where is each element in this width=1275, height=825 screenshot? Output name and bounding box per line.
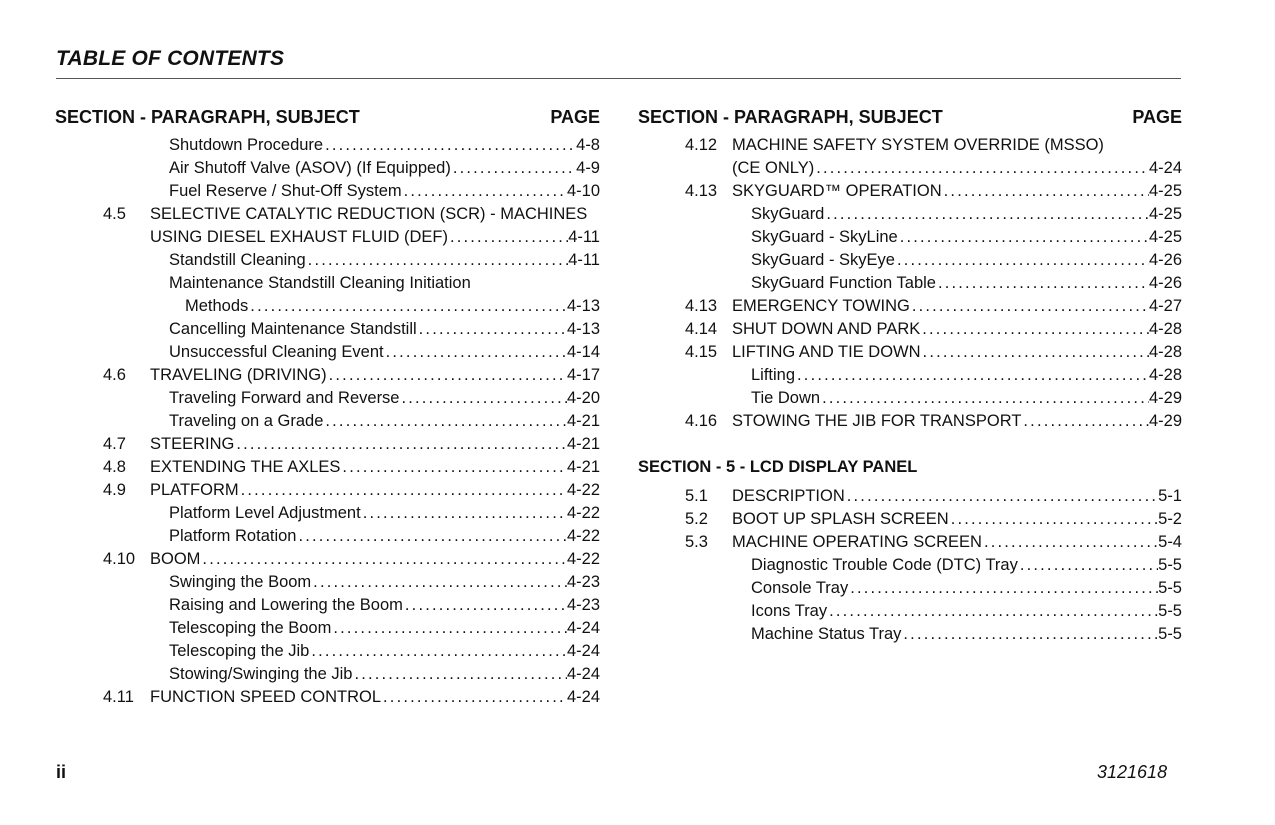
toc-entry[interactable] <box>638 623 1182 646</box>
dot-leader <box>384 341 567 364</box>
toc-entry[interactable] <box>55 249 600 272</box>
toc-entry-page: 4-23 <box>566 596 600 614</box>
toc-entries-right <box>638 134 1182 433</box>
toc-entry-title: Telescoping the Jib <box>169 642 310 660</box>
toc-entry-title: BOOM <box>150 550 201 568</box>
toc-entry-title: USING DIESEL EXHAUST FLUID (DEF) <box>150 228 448 246</box>
toc-entry-page: 4-24 <box>1148 159 1182 177</box>
toc-entry-page: 4-27 <box>1148 297 1182 315</box>
toc-entry-title: SELECTIVE CATALYTIC REDUCTION (SCR) - MACHINES <box>150 205 588 223</box>
toc-entry-page: 4-11 <box>568 228 600 246</box>
dot-leader <box>403 594 567 617</box>
toc-entry-title: Traveling Forward and Reverse <box>169 389 400 407</box>
document-number: 3121618 <box>1097 762 1168 782</box>
toc-entry[interactable] <box>638 531 1182 554</box>
toc-entry-title: Telescoping the Boom <box>169 619 332 637</box>
toc-entry-title: FUNCTION SPEED CONTROL <box>150 688 382 706</box>
dot-leader <box>920 318 1149 341</box>
toc-entry-page: 4-29 <box>1148 389 1182 407</box>
toc-entry-title: Machine Status Tray <box>751 625 902 643</box>
toc-entry[interactable] <box>638 318 1182 341</box>
toc-entry-page: 4-21 <box>566 435 600 453</box>
toc-entry-page: 4-26 <box>1148 251 1182 269</box>
toc-entry[interactable] <box>55 226 600 249</box>
toc-entry-page: 4-13 <box>566 320 600 338</box>
dot-leader <box>311 571 567 594</box>
dot-leader <box>921 341 1149 364</box>
section-5-title: SECTION - 5 - LCD DISPLAY PANEL <box>638 458 918 476</box>
toc-entry-title: TRAVELING (DRIVING) <box>150 366 327 384</box>
toc-entry-title: Raising and Lowering the Boom <box>169 596 403 614</box>
toc-entry-number: 4.16 <box>685 412 718 430</box>
toc-column-left <box>55 104 600 709</box>
dot-leader <box>898 226 1149 249</box>
dot-leader <box>824 203 1149 226</box>
toc-entry-page: 4-24 <box>566 665 600 683</box>
toc-entry-page: 4-20 <box>566 389 600 407</box>
toc-entry-page: 5-1 <box>1158 487 1182 505</box>
toc-entry[interactable] <box>55 364 600 387</box>
dot-leader <box>323 134 576 157</box>
toc-entry-number: 4.11 <box>103 688 134 706</box>
toc-entry-title: Swinging the Boom <box>169 573 312 591</box>
toc-entry-page: 4-22 <box>566 504 600 522</box>
dot-leader <box>901 623 1158 646</box>
dot-leader <box>949 508 1158 531</box>
toc-entry[interactable] <box>638 600 1182 623</box>
toc-entry-page: 4-10 <box>566 182 600 200</box>
toc-entry-title: PLATFORM <box>150 481 239 499</box>
toc-entry[interactable] <box>638 387 1182 410</box>
toc-entry-title: EXTENDING THE AXLES <box>150 458 341 476</box>
toc-entry-page: 4-28 <box>1148 366 1182 384</box>
toc-entry-title: Icons Tray <box>751 602 828 620</box>
toc-entry[interactable] <box>638 272 1182 295</box>
toc-entry[interactable] <box>55 640 600 663</box>
toc-entry-page: 4-24 <box>566 642 600 660</box>
toc-entry-title: DESCRIPTION <box>732 487 845 505</box>
toc-entry[interactable] <box>638 508 1182 531</box>
dot-leader <box>309 640 567 663</box>
toc-entry-title: Stowing/Swinging the Jib <box>169 665 353 683</box>
toc-entry-number: 5.2 <box>685 510 708 528</box>
page-header <box>56 44 1181 79</box>
toc-entry-page: 5-5 <box>1158 602 1182 620</box>
toc-entry-number: 4.6 <box>103 366 126 384</box>
toc-entry-page: 4-22 <box>566 527 600 545</box>
toc-entry-title: Maintenance Standstill Cleaning Initiation <box>169 274 471 292</box>
toc-entry-page: 4-22 <box>566 481 600 499</box>
toc-entry[interactable] <box>638 203 1182 226</box>
toc-entry[interactable] <box>55 525 600 548</box>
toc-entry-page: 4-29 <box>1148 412 1182 430</box>
toc-entry[interactable] <box>55 686 600 709</box>
toc-entry-page: 4-21 <box>566 458 600 476</box>
page-number: ii <box>56 762 67 782</box>
toc-entry[interactable] <box>55 456 600 479</box>
dot-leader <box>327 364 567 387</box>
toc-entry-number: 4.7 <box>103 435 126 453</box>
dot-leader <box>1018 554 1158 577</box>
toc-entry[interactable] <box>638 485 1182 508</box>
toc-entry-page: 5-5 <box>1158 579 1182 597</box>
toc-entry[interactable] <box>55 594 600 617</box>
toc-entry-number: 5.1 <box>685 487 708 505</box>
dot-leader <box>323 410 567 433</box>
toc-entry[interactable] <box>55 295 600 318</box>
dot-leader <box>200 548 567 571</box>
toc-entry[interactable] <box>55 410 600 433</box>
toc-entry-page: 4-28 <box>1148 320 1182 338</box>
toc-entry-title: Lifting <box>751 366 796 384</box>
toc-entry-number: 4.15 <box>685 343 718 361</box>
dot-leader <box>234 433 567 456</box>
toc-entry-page: 4-23 <box>566 573 600 591</box>
toc-entry[interactable] <box>55 433 600 456</box>
toc-entry-number: 4.10 <box>103 550 136 568</box>
toc-entry-number: 4.9 <box>103 481 126 499</box>
dot-leader <box>306 249 569 272</box>
toc-entry-title: Traveling on a Grade <box>169 412 324 430</box>
dot-leader <box>417 318 567 341</box>
dot-leader <box>848 577 1158 600</box>
toc-entry-page: 4-25 <box>1148 228 1182 246</box>
toc-entry-page: 4-13 <box>566 297 600 315</box>
dot-leader <box>820 387 1149 410</box>
toc-entry-page: 5-2 <box>1158 510 1182 528</box>
toc-entry-title: Platform Rotation <box>169 527 297 545</box>
toc-entry[interactable] <box>638 364 1182 387</box>
toc-entry[interactable] <box>55 180 600 203</box>
toc-entry[interactable] <box>55 548 600 571</box>
dot-leader <box>381 686 567 709</box>
toc-entry[interactable] <box>638 180 1182 203</box>
toc-entry[interactable] <box>638 226 1182 249</box>
toc-entry-page: 5-4 <box>1158 533 1182 551</box>
toc-entry-title: Fuel Reserve / Shut-Off System <box>169 182 402 200</box>
toc-entry-page: 4-26 <box>1148 274 1182 292</box>
toc-entry-page: 4-24 <box>566 619 600 637</box>
toc-entry-title: MACHINE OPERATING SCREEN <box>732 533 982 551</box>
toc-entry-page: 4-22 <box>566 550 600 568</box>
toc-entry-title: STEERING <box>150 435 235 453</box>
toc-entry-title: Unsuccessful Cleaning Event <box>169 343 384 361</box>
toc-entry[interactable] <box>55 663 600 686</box>
toc-entry-title: SHUT DOWN AND PARK <box>732 320 921 338</box>
column-header-subject: SECTION - PARAGRAPH, SUBJECT <box>55 107 360 127</box>
toc-entry[interactable] <box>55 387 600 410</box>
toc-column-right <box>638 104 1182 646</box>
toc-entry[interactable] <box>638 341 1182 364</box>
toc-entry-page: 4-17 <box>566 366 600 384</box>
toc-entry-number: 4.14 <box>685 320 718 338</box>
toc-entry[interactable] <box>55 617 600 640</box>
dot-leader <box>1021 410 1149 433</box>
toc-entry-title: SkyGuard Function Table <box>751 274 936 292</box>
toc-entry-title: SKYGUARD™ OPERATION <box>732 182 942 200</box>
dot-leader <box>795 364 1149 387</box>
toc-entry-title: Methods <box>185 297 249 315</box>
toc-entry-page: 4-8 <box>576 136 600 154</box>
toc-entry[interactable] <box>638 134 1182 157</box>
toc-entry[interactable] <box>55 203 600 226</box>
page-title: TABLE OF CONTENTS <box>56 47 285 70</box>
toc-entry[interactable] <box>55 571 600 594</box>
dot-leader <box>845 485 1158 508</box>
dot-leader <box>361 502 567 525</box>
dot-leader <box>910 295 1149 318</box>
column-header-page: PAGE <box>550 107 600 127</box>
toc-entry[interactable] <box>55 341 600 364</box>
toc-entry-page: 5-5 <box>1158 625 1182 643</box>
dot-leader <box>248 295 567 318</box>
column-header <box>638 104 1182 130</box>
toc-entry-title: Diagnostic Trouble Code (DTC) Tray <box>751 556 1018 574</box>
toc-entry-title: Air Shutoff Valve (ASOV) (If Equipped) <box>169 159 451 177</box>
toc-entry[interactable] <box>55 134 600 157</box>
toc-entry-page: 4-24 <box>566 688 600 706</box>
dot-leader <box>352 663 567 686</box>
dot-leader <box>827 600 1158 623</box>
dot-leader <box>448 226 568 249</box>
dot-leader <box>451 157 576 180</box>
toc-entry-title: EMERGENCY TOWING <box>732 297 910 315</box>
column-header <box>55 104 600 130</box>
toc-entry-number: 4.8 <box>103 458 126 476</box>
toc-entry-page: 4-21 <box>566 412 600 430</box>
toc-entry[interactable] <box>638 249 1182 272</box>
toc-entry-title: Platform Level Adjustment <box>169 504 361 522</box>
dot-leader <box>814 157 1149 180</box>
column-header-page: PAGE <box>1132 107 1182 127</box>
toc-entry-number: 4.13 <box>685 182 718 200</box>
toc-entry[interactable] <box>638 157 1182 180</box>
dot-leader <box>895 249 1149 272</box>
toc-entry-title: STOWING THE JIB FOR TRANSPORT <box>732 412 1022 430</box>
toc-entry-page: 4-11 <box>568 251 600 269</box>
toc-entry-page: 4-28 <box>1148 343 1182 361</box>
dot-leader <box>331 617 567 640</box>
dot-leader <box>340 456 567 479</box>
toc-entry-page: 5-5 <box>1158 556 1182 574</box>
dot-leader <box>296 525 566 548</box>
toc-entry-number: 5.3 <box>685 533 708 551</box>
toc-entry-number: 4.12 <box>685 136 718 154</box>
toc-entry[interactable] <box>55 479 600 502</box>
toc-entry-title: SkyGuard - SkyLine <box>751 228 898 246</box>
toc-entry-title: BOOT UP SPLASH SCREEN <box>732 510 949 528</box>
toc-entry-page: 4-9 <box>576 159 600 177</box>
toc-entry-title: Tie Down <box>751 389 821 407</box>
toc-entry-number: 4.5 <box>103 205 126 223</box>
toc-entries-section-5 <box>638 485 1182 646</box>
dot-leader <box>942 180 1149 203</box>
toc-entries-left <box>55 134 600 709</box>
toc-entry-title: Cancelling Maintenance Standstill <box>169 320 417 338</box>
toc-entry[interactable] <box>638 554 1182 577</box>
toc-entry-title: MACHINE SAFETY SYSTEM OVERRIDE (MSSO) <box>732 136 1104 154</box>
toc-entry-title: (CE ONLY) <box>732 159 815 177</box>
toc-entry-title: Shutdown Procedure <box>169 136 324 154</box>
toc-entry-page: 4-25 <box>1148 182 1182 200</box>
dot-leader <box>399 387 566 410</box>
toc-entry[interactable] <box>55 318 600 341</box>
toc-entry-number: 4.13 <box>685 297 718 315</box>
dot-leader <box>402 180 567 203</box>
toc-entry-page: 4-14 <box>566 343 600 361</box>
toc-entry[interactable] <box>55 157 600 180</box>
toc-entry-title: Console Tray <box>751 579 849 597</box>
toc-entry[interactable] <box>638 577 1182 600</box>
toc-entry[interactable] <box>55 502 600 525</box>
dot-leader <box>982 531 1158 554</box>
toc-entry-title: Standstill Cleaning <box>169 251 306 269</box>
toc-entry[interactable] <box>638 295 1182 318</box>
toc-entry[interactable] <box>638 410 1182 433</box>
toc-entry-page: 4-25 <box>1148 205 1182 223</box>
toc-entry-title: SkyGuard - SkyEye <box>751 251 895 269</box>
dot-leader <box>936 272 1149 295</box>
dot-leader <box>239 479 567 502</box>
toc-entry[interactable] <box>55 272 600 295</box>
column-header-subject: SECTION - PARAGRAPH, SUBJECT <box>638 107 943 127</box>
toc-entry-title: SkyGuard <box>751 205 825 223</box>
toc-entry-title: LIFTING AND TIE DOWN <box>732 343 921 361</box>
